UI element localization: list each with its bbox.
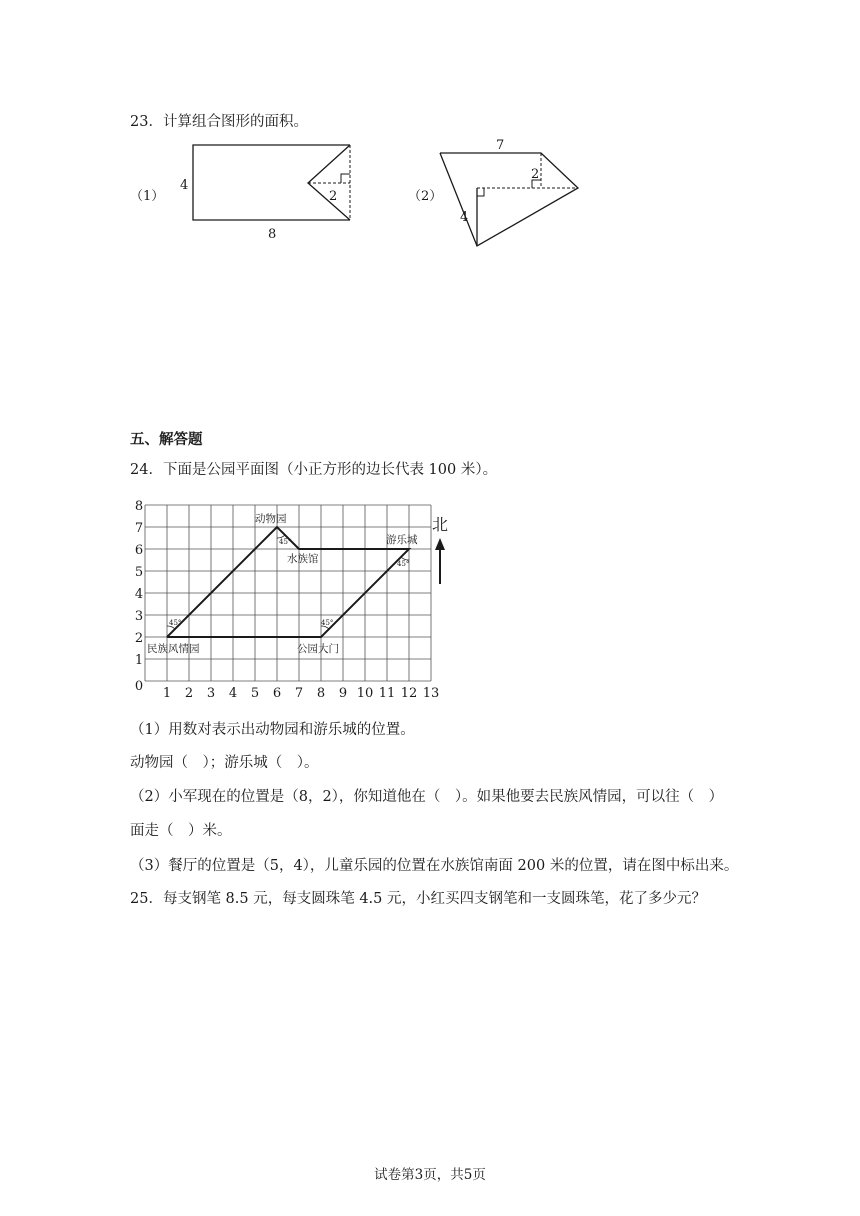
x-tick-label: 5 [250, 686, 260, 701]
y-tick-label: 3 [134, 609, 144, 624]
angle-label-amusement: 45° [397, 560, 410, 568]
origin-label: 0 [134, 679, 144, 694]
q24-part1: （1）用数对表示出动物园和游乐城的位置。 [130, 722, 415, 738]
x-tick-label: 1 [162, 686, 172, 701]
x-tick-label: 2 [184, 686, 194, 701]
label-zoo: 动物园 [255, 513, 287, 525]
y-tick-label: 4 [134, 587, 144, 602]
y-tick-label: 7 [134, 521, 144, 536]
y-tick-label: 1 [134, 653, 144, 668]
x-tick-label: 11 [378, 686, 396, 701]
y-tick-label: 8 [134, 499, 144, 514]
angle-label-gate: 45° [321, 619, 334, 627]
q24-part2-b: 面走（ ）米。 [130, 823, 232, 839]
angle-label-zoo: 45° [279, 538, 292, 546]
section5-title: 五、解答题 [130, 431, 203, 448]
x-tick-label: 8 [316, 686, 326, 701]
fig1-width-label: 8 [268, 227, 277, 242]
label-aquarium: 水族馆 [287, 553, 319, 565]
q24-title: 24．下面是公园平面图（小正方形的边长代表 100 米）。 [130, 462, 498, 478]
x-tick-label: 4 [228, 686, 238, 701]
fig2-height-label: 4 [460, 210, 469, 225]
q23-title: 23．计算组合图形的面积。 [130, 114, 308, 130]
x-tick-label: 3 [206, 686, 216, 701]
page-footer: 试卷第3页，共5页 [374, 1167, 486, 1183]
q24-part1-answer: 动物园（ ）；游乐城（ ）。 [130, 755, 319, 771]
x-tick-label: 6 [272, 686, 282, 701]
label-ethnic: 民族风情园 [147, 643, 200, 655]
y-tick-label: 5 [134, 565, 144, 580]
x-tick-label: 9 [338, 686, 348, 701]
y-tick-label: 2 [134, 631, 144, 646]
y-tick-label: 6 [134, 543, 144, 558]
fig1-height-label: 4 [180, 178, 189, 193]
fig2-label: （2） [408, 189, 443, 204]
axis-ticks [135, 499, 439, 701]
q24-part3: （3）餐厅的位置是（5，4），儿童乐园的位置在水族馆南面 200 米的位置，请在图中标出来。 [130, 858, 739, 874]
fig1-label: （1） [130, 189, 165, 204]
north-label: 北 [432, 515, 449, 534]
angle-label-ethnic: 45° [169, 619, 182, 627]
fig2-inner-label: 2 [531, 167, 540, 182]
q24-part2-a: （2）小军现在的位置是（8，2），你知道他在（ ）。如果他要去民族风情园，可以往（ ） [130, 789, 724, 805]
north-arrow-head [435, 538, 445, 550]
x-tick-label: 10 [356, 686, 374, 701]
x-tick-label: 12 [400, 686, 418, 701]
label-amusement: 游乐城 [386, 534, 418, 546]
x-tick-label: 13 [422, 686, 440, 701]
fig2-top-label: 7 [496, 138, 505, 153]
fig1-notch-label: 2 [329, 189, 338, 204]
q25-title: 25．每支钢笔 8.5 元，每支圆珠笔 4.5 元，小红买四支钢笔和一支圆珠笔，花了多少元？ [130, 891, 707, 907]
x-tick-label: 7 [294, 686, 304, 701]
label-gate: 公园大门 [297, 643, 339, 655]
